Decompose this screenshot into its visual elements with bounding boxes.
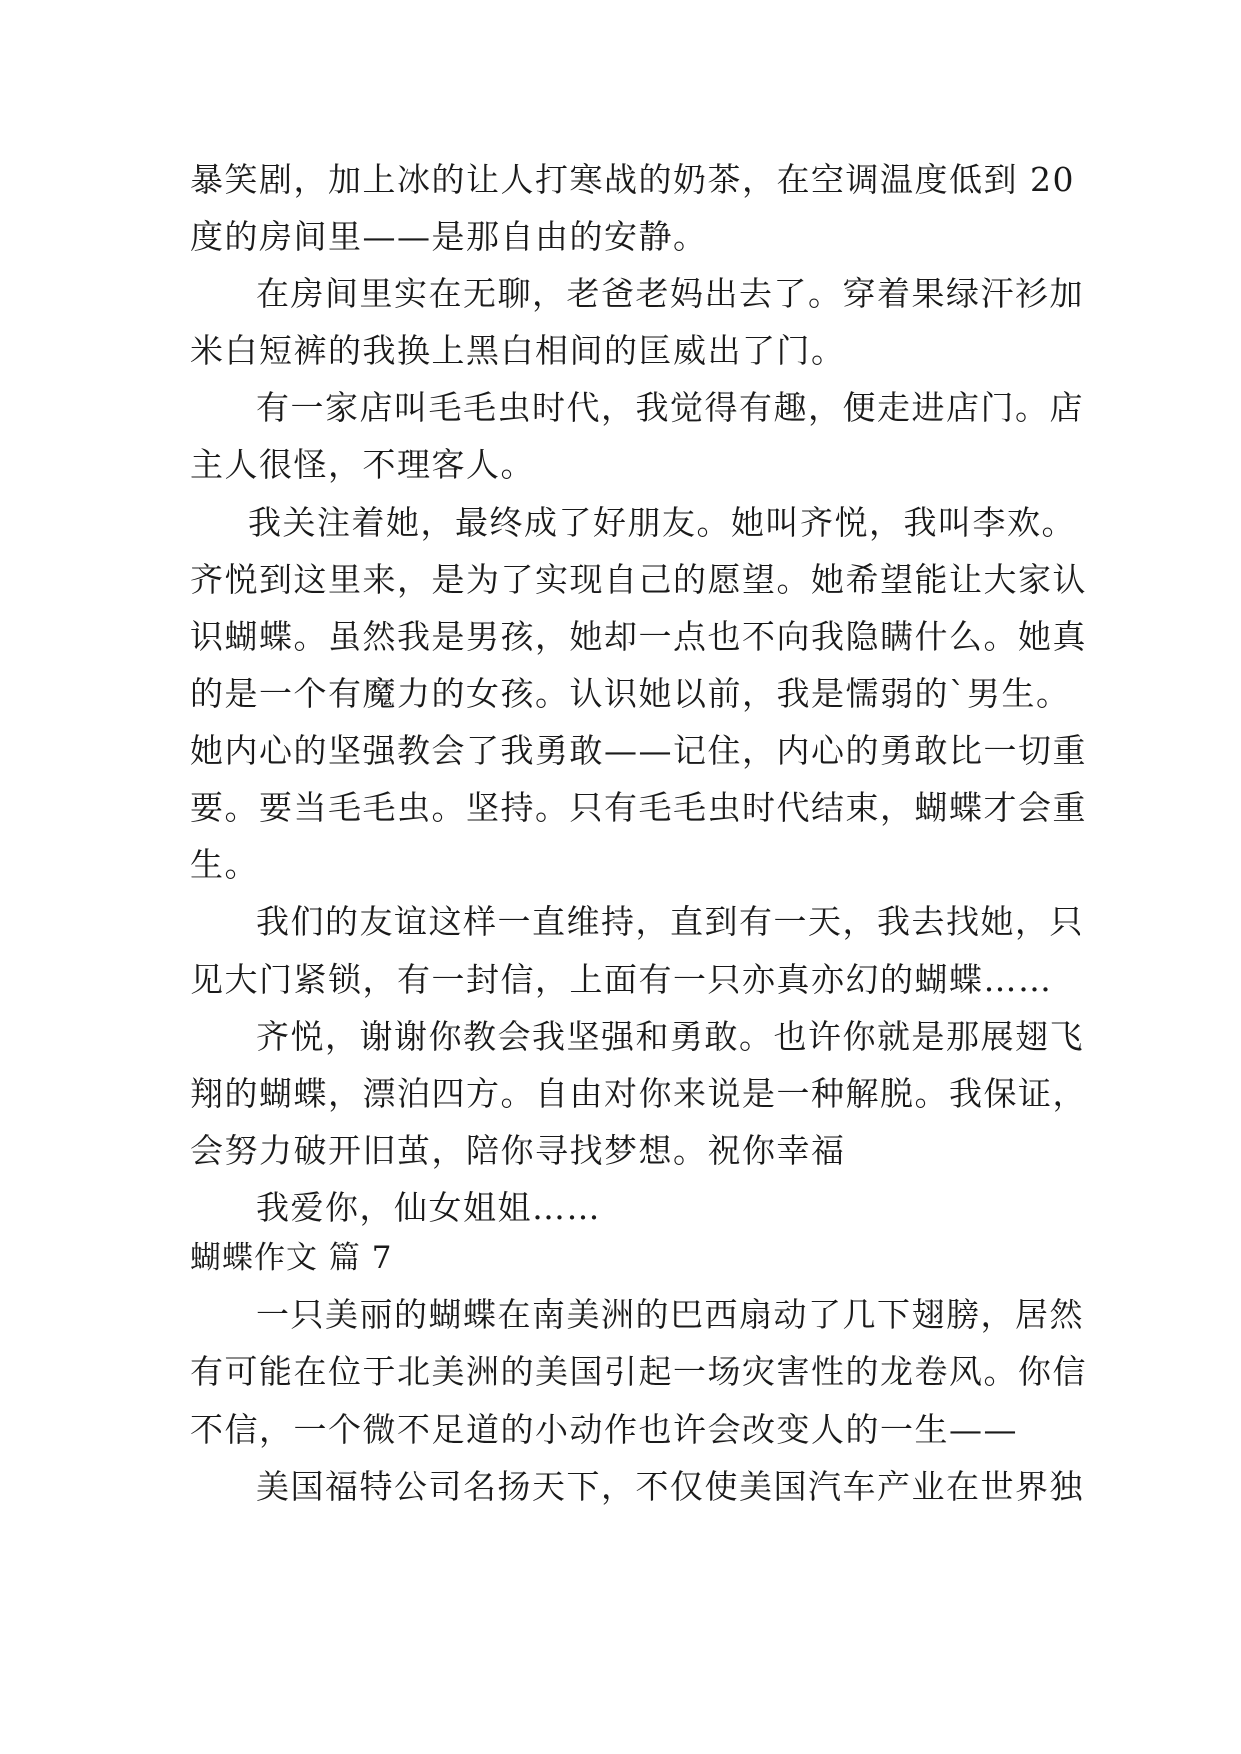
text-line: 的是一个有魔力的女孩。认识她以前，我是懦弱的`男生。 (190, 674, 1071, 713)
text-line: 我爱你，仙女姐姐…… (256, 1188, 601, 1227)
text-line: 美国福特公司名扬天下，不仅使美国汽车产业在世界独 (256, 1467, 1084, 1506)
text-line: 见大门紧锁，有一封信，上面有一只亦真亦幻的蝴蝶…… (190, 960, 1053, 999)
text-line: 有可能在位于北美洲的美国引起一场灾害性的龙卷风。你信 (190, 1352, 1087, 1391)
text-line: 要。要当毛毛虫。坚持。只有毛毛虫时代结束，蝴蝶才会重 (190, 788, 1087, 827)
text-line: 翔的蝴蝶，漂泊四方。自由对你来说是一种解脱。我保证， (190, 1074, 1087, 1113)
text-line: 识蝴蝶。虽然我是男孩，她却一点也不向我隐瞒什么。她真 (190, 617, 1087, 656)
section-heading: 蝴蝶作文 篇 7 (190, 1240, 393, 1276)
text-line: 我们的友谊这样一直维持，直到有一天，我去找她，只 (256, 902, 1084, 941)
text-line: 齐悦，谢谢你教会我坚强和勇敢。也许你就是那展翅飞 (256, 1017, 1084, 1056)
text-line: 她内心的坚强教会了我勇敢——记住，内心的勇敢比一切重 (190, 731, 1087, 770)
text-line: 米白短裤的我换上黑白相间的匡威出了门。 (190, 331, 846, 370)
text-line: 齐悦到这里来，是为了实现自己的愿望。她希望能让大家认 (190, 560, 1087, 599)
text-line: 我关注着她，最终成了好朋友。她叫齐悦，我叫李欢。 (248, 503, 1076, 542)
text-line: 主人很怪，不理客人。 (190, 445, 535, 484)
text-line: 一只美丽的蝴蝶在南美洲的巴西扇动了几下翅膀，居然 (256, 1295, 1084, 1334)
text-line: 有一家店叫毛毛虫时代，我觉得有趣，便走进店门。店 (256, 388, 1084, 427)
text-line: 在房间里实在无聊，老爸老妈出去了。穿着果绿汗衫加 (256, 274, 1084, 313)
text-line: 不信，一个微不足道的小动作也许会改变人的一生—— (190, 1410, 1018, 1449)
text-line: 会努力破开旧茧，陪你寻找梦想。祝你幸福 (190, 1131, 846, 1170)
text-line: 生。 (190, 845, 259, 884)
text-line: 暴笑剧，加上冰的让人打寒战的奶茶，在空调温度低到 20 (190, 160, 1075, 199)
text-line: 度的房间里——是那自由的安静。 (190, 217, 708, 256)
